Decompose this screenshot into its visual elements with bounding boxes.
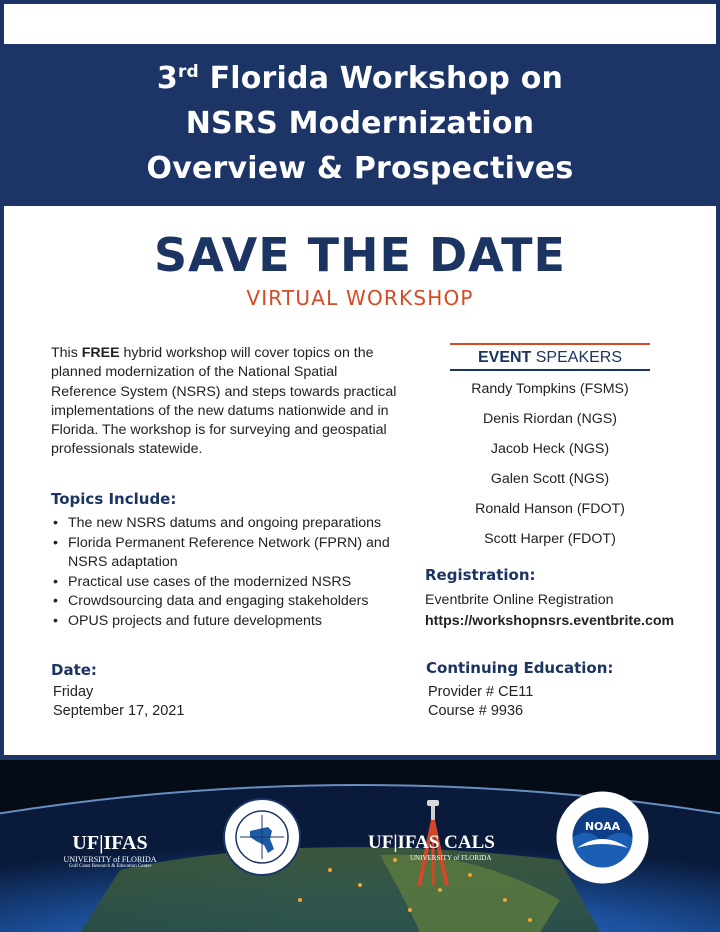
fsms-seal-icon xyxy=(222,797,302,877)
date-full: September 17, 2021 xyxy=(53,703,185,719)
registration-heading: Registration: xyxy=(425,566,536,584)
free-emphasis: FREE xyxy=(81,345,120,361)
provider-number: Provider # CE11 xyxy=(428,684,534,700)
speaker-item: Randy Tompkins (FSMS) xyxy=(471,381,629,397)
uf-ifas-cals-mark: UF|IFAS CALS xyxy=(368,832,495,853)
speaker-item: Denis Riordan (NGS) xyxy=(482,411,618,427)
noaa-seal-logo xyxy=(555,790,650,885)
date-heading: Date: xyxy=(51,661,97,679)
speakers-list xyxy=(450,374,650,554)
speakers-heading: EVENT SPEAKERS xyxy=(477,349,623,366)
speaker-item: Jacob Heck (NGS) xyxy=(490,441,610,457)
continuing-education-heading: Continuing Education: xyxy=(426,659,614,677)
content-panel xyxy=(4,206,716,755)
save-the-date-heading: SAVE THE DATE xyxy=(154,228,566,282)
topic-item: • Practical use cases of the modernized NSRS xyxy=(51,573,411,593)
uf-ifas-gcrec-logo: UF|IFAS UNIVERSITY of FLORIDA Gulf Coast Research & Education Center xyxy=(55,810,165,880)
title-line-1: 3rd Florida Workshop on xyxy=(156,61,564,96)
date-day: Friday xyxy=(53,684,94,700)
registration-method: Eventbrite Online Registration xyxy=(425,592,614,608)
speaker-item: Galen Scott (NGS) xyxy=(490,471,610,487)
registration-block xyxy=(425,590,674,632)
registration-link[interactable]: https://workshopnsrs.eventbrite.com xyxy=(425,613,675,629)
earth-footer xyxy=(0,760,720,932)
speaker-item: Scott Harper (FDOT) xyxy=(484,531,616,547)
intro-paragraph: This FREE hybrid workshop will cover topics on the planned modernization of the National Spatial Reference System (NSRS) and steps towards practical implementations of the new datums nationwide and in Florida. The workshop is for surveying and geospatial professionals statewide. xyxy=(51,345,397,458)
workshop-title xyxy=(0,56,720,191)
uf-ifas-logo-mark: UF|IFAS xyxy=(72,832,148,854)
topic-item: • Florida Permanent Reference Network (FPRN) and NSRS adaptation xyxy=(51,534,411,573)
speaker-item: Ronald Hanson (FDOT) xyxy=(475,501,625,517)
topics-heading: Topics Include: xyxy=(51,490,177,508)
noaa-label: NOAA xyxy=(584,820,621,833)
speakers-header xyxy=(450,343,650,371)
topics-list xyxy=(51,514,411,631)
fsms-seal-logo xyxy=(222,797,302,877)
course-number: Course # 9936 xyxy=(428,703,524,719)
topic-item: • OPUS projects and future developments xyxy=(51,612,411,632)
date-block xyxy=(53,683,184,721)
topic-item: • Crowdsourcing data and engaging stakeholders xyxy=(51,592,411,612)
virtual-workshop-subtitle: VIRTUAL WORKSHOP xyxy=(246,286,474,310)
uf-ifas-cals-logo: UF|IFAS CALS UNIVERSITY of FLORIDA xyxy=(368,798,503,888)
topic-item: • The new NSRS datums and ongoing preparations xyxy=(51,514,411,534)
title-line-3: Overview & Prospectives xyxy=(146,151,574,186)
speakers-bottom-rule xyxy=(450,369,650,371)
continuing-education-block xyxy=(428,683,533,721)
noaa-seal-icon xyxy=(555,790,650,885)
top-white-bar xyxy=(4,4,716,44)
title-line-2: NSRS Modernization xyxy=(185,106,535,141)
